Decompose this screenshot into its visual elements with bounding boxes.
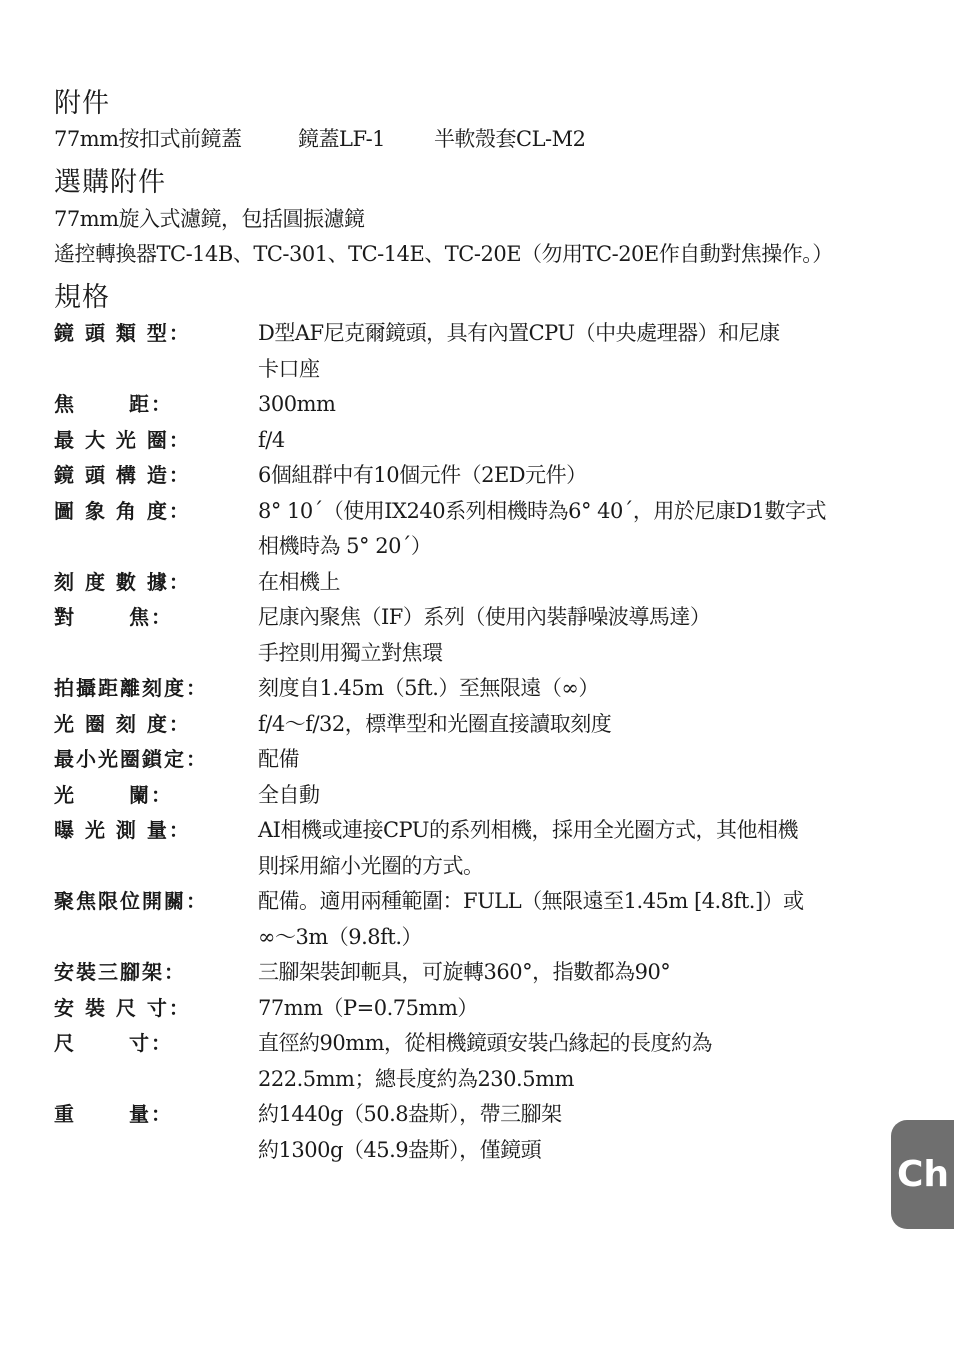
spec-label: 尺 寸： — [54, 1031, 173, 1056]
spec-value-line: D型AF尼克爾鏡頭，具有內置CPU（中央處理器）和尼康 — [258, 321, 780, 346]
spec-label: 刻 度 數 據： — [54, 569, 191, 594]
spec-value — [258, 600, 868, 671]
spec-value — [258, 423, 868, 459]
spec-row — [54, 991, 874, 1027]
spec-row — [54, 707, 874, 743]
spec-list — [54, 316, 874, 1168]
spec-label: 鏡 頭 構 造： — [54, 463, 191, 488]
spec-label: 鏡 頭 類 型： — [54, 321, 191, 346]
spec-value-line: 約1300g（45.9盎斯），僅鏡頭 — [258, 1137, 542, 1162]
optional-accessories-section — [54, 165, 874, 271]
spec-row — [54, 600, 874, 671]
chinese-language-tab — [891, 1120, 954, 1229]
spec-value-line: 約1440g（50.8盎斯），帶三腳架 — [258, 1102, 562, 1127]
spec-label: 光 闌： — [54, 782, 173, 807]
spec-row — [54, 565, 874, 601]
spec-value — [258, 884, 868, 955]
spec-label: 安裝三腳架： — [54, 960, 186, 985]
spec-value-line: 則採用縮小光圈的方式。 — [258, 853, 484, 878]
spec-value-line: 手控則用獨立對焦環 — [258, 640, 443, 665]
spec-row — [54, 1026, 874, 1097]
spec-value-line: 6個組群中有10個元件（2ED元件） — [258, 463, 587, 488]
spec-value — [258, 991, 868, 1027]
spec-label: 對 焦： — [54, 605, 173, 630]
spec-row — [54, 387, 874, 423]
spec-value-line: 77mm（P=0.75mm） — [258, 995, 478, 1020]
spec-label: 光 圈 刻 度： — [54, 711, 191, 736]
spec-value-line: 全自動 — [258, 782, 320, 807]
spec-row — [54, 423, 874, 459]
spec-value — [258, 1026, 868, 1097]
optional-accessory-line: 77mm旋入式濾鏡，包括圓振濾鏡 — [54, 206, 365, 231]
spec-value-line: 在相機上 — [258, 569, 340, 594]
spec-value-line: 配備 — [258, 747, 299, 772]
spec-value — [258, 316, 868, 387]
optional-accessories-heading: 選購附件 — [54, 167, 166, 199]
spec-value — [258, 494, 868, 565]
spec-row — [54, 778, 874, 814]
spec-value — [258, 778, 868, 814]
spec-value-line: 卡口座 — [258, 356, 320, 381]
spec-label: 聚焦限位開關： — [54, 889, 208, 914]
spec-value — [258, 813, 868, 884]
spec-label: 拍攝距離刻度： — [54, 676, 208, 701]
accessory-item: 77mm按扣式前鏡蓋 — [54, 127, 242, 152]
accessory-item: 半軟殼套CL-M2 — [434, 127, 586, 152]
accessories-section — [54, 86, 874, 157]
spec-row — [54, 1097, 874, 1168]
spec-value-line: 直徑約90mm，從相機鏡頭安裝凸緣起的長度約為 — [258, 1031, 713, 1056]
spec-label: 曝 光 測 量： — [54, 818, 191, 843]
spec-value-line: 三腳架裝卸軛具，可旋轉360°，指數都為90° — [258, 960, 671, 985]
accessory-item: 鏡蓋LF-1 — [298, 127, 386, 152]
spec-label: 圖 象 角 度： — [54, 498, 191, 523]
spec-value — [258, 671, 868, 707]
spec-label: 最 大 光 圈： — [54, 427, 191, 452]
accessories-heading: 附件 — [54, 88, 110, 119]
specifications-section — [54, 280, 874, 1168]
optional-accessory-line: 遙控轉換器TC-14B、TC-301、TC-14E、TC-20E（勿用TC-20E作自動對焦操作。） — [54, 241, 833, 266]
spec-row — [54, 813, 874, 884]
specifications-heading: 規格 — [54, 281, 110, 313]
spec-value-line: 300mm — [258, 392, 336, 417]
spec-row — [54, 884, 874, 955]
spec-value — [258, 707, 868, 743]
spec-value-line: 222.5mm；總長度約為230.5mm — [258, 1066, 574, 1091]
accessories-list — [54, 122, 874, 157]
spec-value-line: 配備。適用兩種範圍：FULL（無限遠至1.45m [4.8ft.]）或 — [258, 889, 804, 914]
spec-value — [258, 955, 868, 991]
spec-value-line: 相機時為 5° 20´） — [258, 534, 432, 559]
spec-label: 最小光圈鎖定： — [54, 747, 208, 772]
spec-row — [54, 458, 874, 494]
spec-row — [54, 742, 874, 778]
spec-value — [258, 1097, 868, 1168]
spec-label: 焦 距： — [54, 392, 173, 417]
spec-row — [54, 671, 874, 707]
spec-value-line: ∞～3m（9.8ft.） — [258, 924, 423, 949]
spec-value — [258, 458, 868, 494]
language-tab-label: Ch — [896, 1154, 950, 1195]
spec-label: 重 量： — [54, 1102, 173, 1127]
manual-page — [54, 86, 874, 1168]
spec-value — [258, 387, 868, 423]
spec-row — [54, 955, 874, 991]
spec-row — [54, 316, 874, 387]
spec-value-line: 刻度自1.45m（5ft.）至無限遠（∞） — [258, 676, 599, 701]
spec-row — [54, 494, 874, 565]
spec-value-line: 尼康內聚焦（IF）系列（使用內裝靜噪波導馬達） — [258, 605, 711, 630]
spec-value-line: f/4 — [258, 427, 285, 452]
spec-value-line: 8° 10´（使用IX240系列相機時為6° 40´，用於尼康D1數字式 — [258, 498, 827, 523]
spec-value-line: f/4～f/32，標準型和光圈直接讀取刻度 — [258, 711, 612, 736]
spec-label: 安 裝 尺 寸： — [54, 995, 191, 1020]
spec-value-line: AI相機或連接CPU的系列相機，採用全光圈方式，其他相機 — [258, 818, 798, 843]
spec-value — [258, 742, 868, 778]
spec-value — [258, 565, 868, 601]
